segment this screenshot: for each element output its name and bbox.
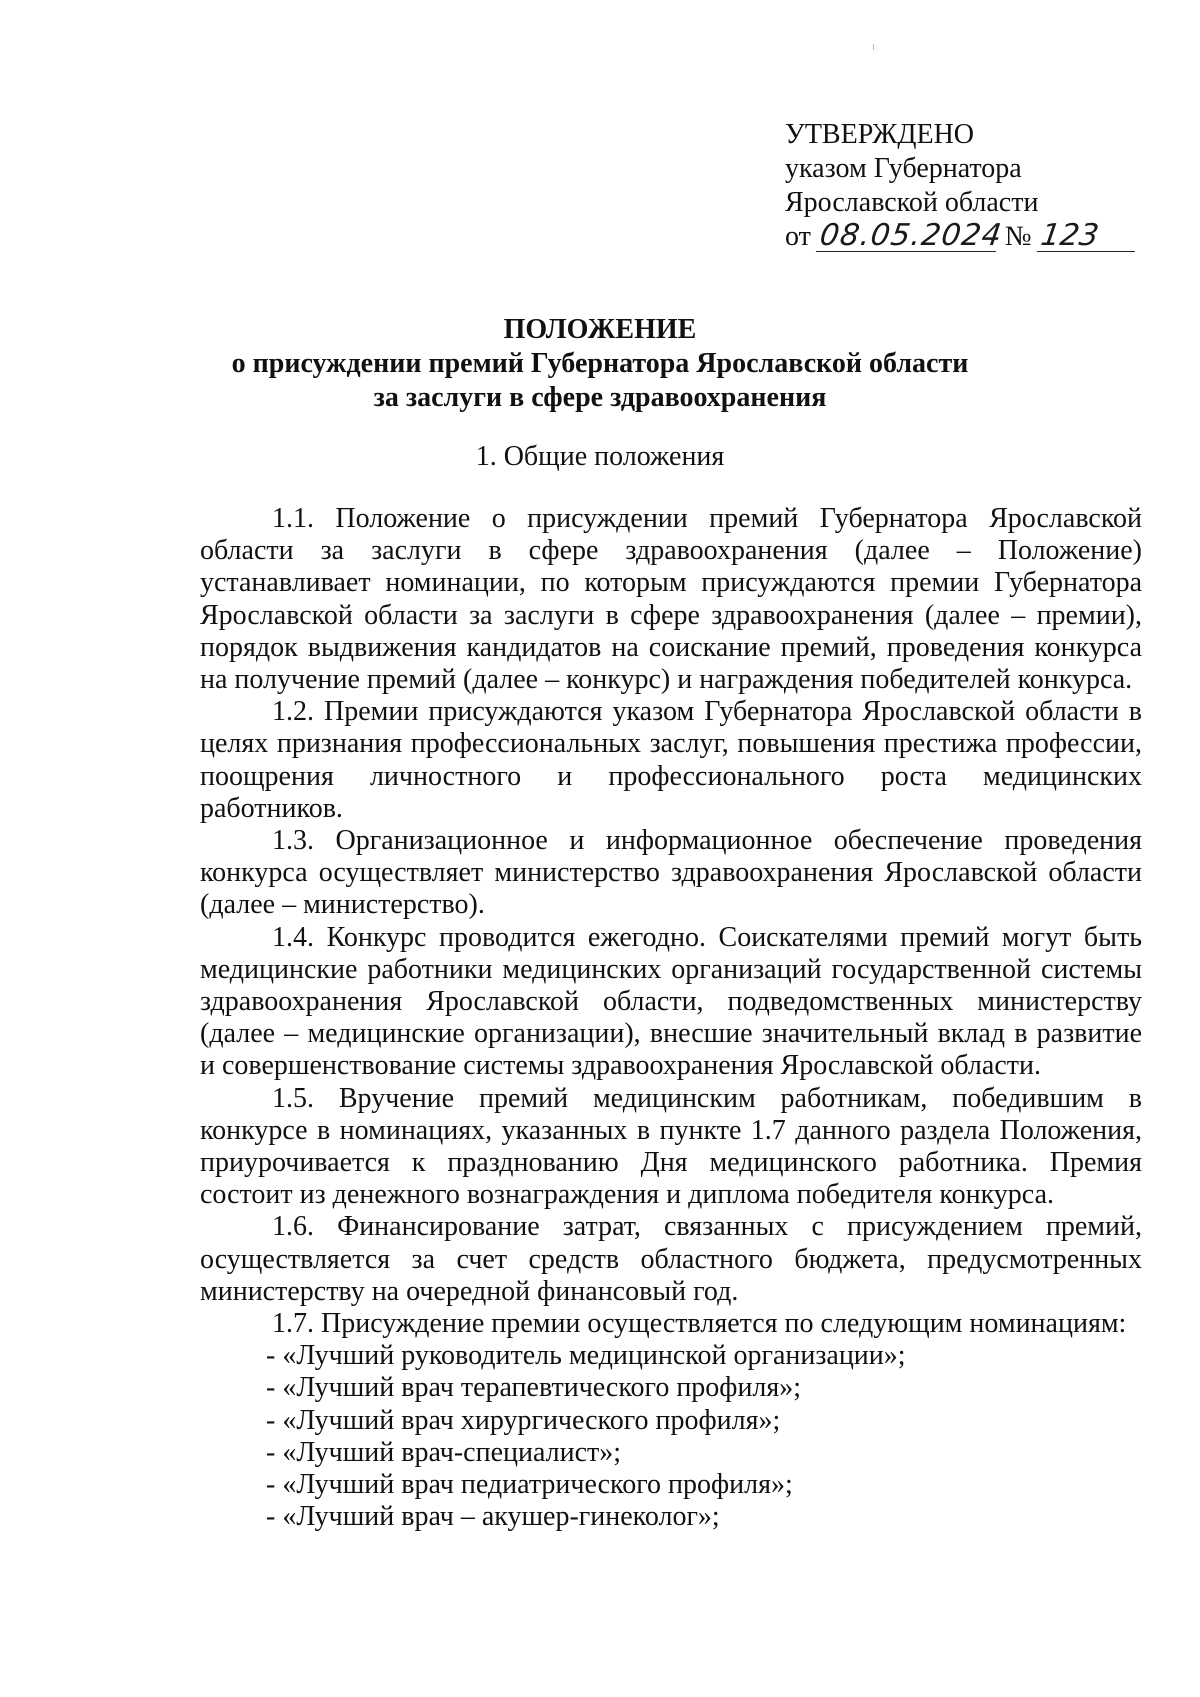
approval-date-line [785,220,1137,254]
approval-region-line: Ярославской области [785,187,1039,218]
handwritten-date: 08.05.2024 [817,218,1005,253]
nomination-list-item: - «Лучший врач терапевтического профиля»; [266,1372,802,1404]
paragraph-1-7: 1.7. Присуждение премии осуществляется по следующим номинациям: [272,1308,1127,1340]
number-prefix: № [1004,221,1032,252]
nomination-list-item: - «Лучший врач хирургического профиля»; [266,1404,781,1436]
section-body [200,503,1142,1534]
approval-decree-line: указом Губернатора [785,153,1022,184]
handwritten-number: 123 [1036,221,1138,252]
nomination-list-item: - «Лучший врач-специалист»; [266,1436,622,1468]
document-subtitle-line-1: о присуждении премий Губернатора Ярославской области [231,348,969,379]
date-prefix: от [785,221,811,252]
paragraph-1-5: 1.5. Вручение премий медицинским работникам, победившим в конкурсе в номинациях, указанных в пункте 1.7 данного раздела Положения, приурочивается к празднованию Дня медицинского работника. Премия состоит из денежного вознаграждения и диплома победителя конкурса. [200,1082,1142,1211]
nomination-list-item: - «Лучший руководитель медицинской организации»; [266,1340,906,1372]
section-heading: 1. Общие положения [475,441,725,472]
approval-title: УТВЕРЖДЕНО [785,119,975,150]
nomination-list-item: - «Лучший врач педиатрического профиля»; [266,1469,793,1501]
paragraph-1-1: 1.1. Положение о присуждении премий Губернатора Ярославской области за заслуги в сфере здравоохранения (далее – Положение) устанавливает номинации, по которым присуждаются премии Губернатора Ярославской области за заслуги в сфере здравоохранения (далее – премии), порядок выдвижения кандидатов на соискание премий, проведения конкурса на получение премий (далее – конкурс) и награждения победителей конкурса. [200,503,1142,696]
scan-speck [873,44,874,50]
nomination-list-item: - «Лучший врач – акушер-гинеколог»; [266,1501,720,1533]
document-title: ПОЛОЖЕНИЕ [503,314,697,345]
document-subtitle-line-2: за заслуги в сфере здравоохранения [373,382,827,413]
paragraph-1-4: 1.4. Конкурс проводится ежегодно. Соискателями премий могут быть медицинские работники медицинских организаций государственной системы здравоохранения Ярославской области, подведомственных министерству (далее – медицинские организации), внесшие значительный вклад в развитие и совершенствование системы здравоохранения Ярославской области. [200,921,1142,1082]
approval-stamp-block [785,118,1137,254]
paragraph-1-6: 1.6. Финансирование затрат, связанных с присуждением премий, осуществляется за счет средств областного бюджета, предусмотренных министерству на очередной финансовый год. [200,1211,1142,1307]
paragraph-1-2: 1.2. Премии присуждаются указом Губернатора Ярославской области в целях признания профессиональных заслуг, повышения престижа профессии, поощрения личностного и профессионального роста медицинских работников. [200,696,1142,824]
paragraph-1-3: 1.3. Организационное и информационное обеспечение проведения конкурса осуществляет министерство здравоохранения Ярославской области (далее – министерство). [200,825,1142,921]
